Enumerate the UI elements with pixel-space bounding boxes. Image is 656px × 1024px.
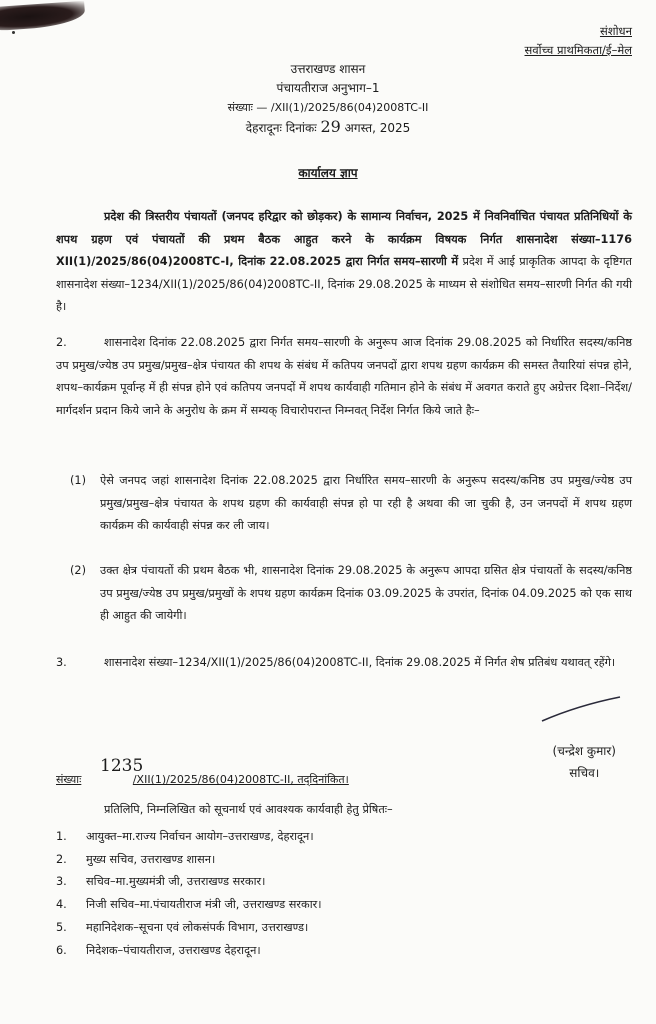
recipient-number: 4. [56, 898, 67, 912]
paragraph-number: 2. [56, 336, 67, 349]
place-date-line [0, 117, 656, 138]
paragraph-2-text: शासनादेश दिनांक 22.08.2025 द्वारा निर्गत समय–सारणी के अनुरूप आज दिनांक 29.08.2025 को निर्धारित सदस्य/कनिष्ठ उप प्रमुख/ज्येष्ठ उप प्रमुख/प्रमुख–क्षेत्र पंचायत की शपथ के संबंध में कतिपय जनपदों द्वारा शपथ ग्रहण कार्यक्रम की समस्त तैयारियां संपन्न होने, शपथ–कार्यक्रम पूर्वान्ह में ही संपन्न होने एवं कतिपय जनपदों में शपथ कार्यवाही गतिमान होने के संबंध में अवगत कराते हुए अग्रेत्तर दिशा–निर्देश/मार्गदर्शन प्रदान किये जाने के अनुरोध के क्रम में सम्यक् विचारोपरान्त निम्नवत् निर्देश निर्गत किये जाते हैः– [56, 336, 632, 417]
recipient-item [56, 917, 322, 940]
amendment-label: संशोधन [599, 24, 632, 38]
recipient-text: मुख्य सचिव, उत्तराखण्ड शासन। [86, 852, 216, 866]
copy-reference-line [56, 756, 349, 787]
paragraph-1 [56, 206, 632, 319]
reference-number: — /XII(1)/2025/86(04)2008TC-II [256, 101, 429, 114]
department-name: पंचायतीराज अनुभाग–1 [276, 81, 380, 95]
recipient-item [56, 894, 322, 917]
copy-recipient-list [56, 826, 322, 962]
memo-title: कार्यालय ज्ञाप [298, 166, 358, 180]
recipient-number: 1. [56, 830, 67, 843]
directive-text: ऐसे जनपद जहां शासनादेश दिनांक 22.08.2025 द्वारा निर्धारित समय–सारणी के अनुरूप सदस्य/कनिष्ठ उप प्रमुख/ज्येष्ठ उप प्रमुख/प्रमुख–क्षेत्र पंचायत के शपथ ग्रहण की कार्यवाही संपन्न हो पा रही है अथवा की जा चुकी है, उन जनपदों में शपथ ग्रहण कार्यक्रम की कार्यवाही संपन्न कर ली जाय। [100, 474, 632, 532]
paragraph-number: 3. [56, 656, 67, 669]
handwritten-reference-number: 1235 [100, 756, 144, 776]
directive-item-2 [70, 560, 632, 628]
recipient-text: निजी सचिव–मा.पंचायतीराज मंत्री जी, उत्तराखण्ड सरकार। [86, 898, 322, 912]
signatory-name: (चन्द्रेश कुमार) [552, 744, 616, 758]
recipient-number: 2. [56, 852, 67, 866]
priority-email-label: सर्वोच्च प्राथमिकता/ई–मेल [524, 43, 632, 57]
reference-line [0, 98, 656, 117]
paragraph-3-text: शासनादेश संख्या–1234/XII(1)/2025/86(04)2008TC-II, दिनांक 29.08.2025 में निर्गत शेष प्रतिबंध यथावत् रहेंगे। [104, 656, 616, 669]
recipient-number: 5. [56, 920, 67, 934]
copy-intro: प्रतिलिपि, निम्नलिखित को सूचनार्थ एवं आवश्यक कार्यवाही हेतु प्रेषितः– [104, 803, 393, 816]
signature-stroke [540, 695, 622, 725]
recipient-number: 3. [56, 875, 67, 889]
recipient-text: सचिव–मा.मुख्यमंत्री जी, उत्तराखण्ड सरकार। [86, 875, 266, 889]
signatory-designation: सचिव। [569, 766, 600, 780]
paragraph-3 [56, 652, 632, 675]
document-header [0, 60, 656, 138]
recipient-item [56, 849, 322, 872]
paragraph-2 [56, 332, 632, 422]
reference-label: संख्याः [227, 101, 253, 114]
copy-reference-label: संख्याः [56, 773, 82, 786]
handwritten-date-day: 29 [320, 117, 341, 136]
copy-reference-number: /XII(1)/2025/86(04)2008TC-II, तद्‌दिनांकित। [132, 773, 349, 786]
recipient-item [56, 871, 322, 894]
directive-item-1 [70, 470, 632, 538]
place-date-label: देहरादूनः दिनांकः [245, 121, 317, 135]
directive-number: (1) [70, 474, 87, 487]
priority-block [525, 22, 632, 60]
recipient-text: आयुक्त–मा.राज्य निर्वाचन आयोग–उत्तराखण्ड, देहरादून। [86, 830, 314, 843]
recipient-number: 6. [56, 943, 67, 957]
scan-speck [12, 31, 15, 34]
paragraph-1-text: प्रदेश में आई प्राकृतिक आपदा के दृष्टिगत शासनादेश संख्या–1234/XII(1)/2025/86(04)2008TC-II, दिनांक 29.08.2025 के माध्यम से संशोधित समय–सारणी निर्गत की गयी है। [56, 255, 632, 313]
date-month-year: अगस्त, 2025 [344, 121, 411, 135]
signatory-block [553, 740, 616, 784]
directive-text: उक्त क्षेत्र पंचायतों की प्रथम बैठक भी, शासनादेश दिनांक 29.08.2025 के अनुरूप आपदा ग्रसित क्षेत्र पंचायतों के सदस्य/कनिष्ठ उप प्रमुख/ज्येष्ठ उप प्रमुख/प्रमुखों के शपथ ग्रहण कार्यक्रम दिनांक 03.09.2025 के उपरांत, दिनांक 04.09.2025 को एक साथ ही आहुत की जायेगी। [100, 564, 632, 622]
government-name: उत्तराखण्ड शासन [290, 62, 366, 76]
scan-smudge [0, 1, 86, 32]
paragraph-1-bold-text: प्रदेश की त्रिस्तरीय पंचायतों (जनपद हरिद्वार को छोड़कर) के सामान्य निर्वाचन, 2025 में निवनिर्वाचित पंचायत प्रतिनिधियों के शपथ ग्रहण एवं पंचायतों की प्रथम बैठक आहुत करने के कार्यक्रम विषयक निर्गत शासनादेश संख्या–1176 XII(1)/2025/86(04)2008TC-I, दिनांक 22.08.2025 द्वारा निर्गत समय–सारणी में [56, 210, 632, 268]
recipient-text: महानिदेशक–सूचना एवं लोकसंपर्क विभाग, उत्तराखण्ड। [86, 920, 309, 934]
recipient-item [56, 826, 322, 849]
directive-number: (2) [70, 564, 87, 577]
recipient-item [56, 940, 322, 963]
recipient-text: निदेशक–पंचायतीराज, उत्तराखण्ड देहरादून। [86, 943, 261, 957]
